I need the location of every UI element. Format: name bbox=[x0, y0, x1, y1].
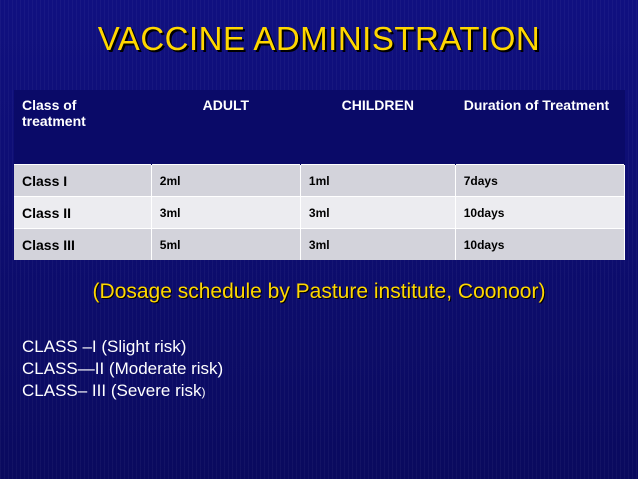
row-adult-dose: 2ml bbox=[151, 165, 300, 197]
header-adult: ADULT bbox=[151, 90, 300, 165]
row-class: Class I bbox=[14, 165, 151, 197]
row-adult-dose: 3ml bbox=[151, 197, 300, 229]
row-children-dose: 1ml bbox=[300, 165, 455, 197]
vaccine-table bbox=[14, 90, 625, 260]
header-children: CHILDREN bbox=[300, 90, 455, 165]
row-duration: 10days bbox=[455, 197, 624, 229]
class-2-line: CLASS—II (Moderate risk) bbox=[22, 359, 224, 378]
class-1-line: CLASS –I (Slight risk) bbox=[22, 337, 187, 356]
row-adult-dose: 5ml bbox=[151, 229, 300, 261]
row-children-dose: 3ml bbox=[300, 229, 455, 261]
class-3-text: CLASS– III (Severe risk bbox=[22, 381, 202, 400]
table-header-row bbox=[14, 90, 625, 165]
dosage-source-note: (Dosage schedule by Pasture institute, Coonoor) bbox=[92, 280, 546, 303]
risk-class-list bbox=[22, 336, 223, 403]
class-3-line bbox=[22, 380, 223, 403]
slide-title: VACCINE ADMINISTRATION bbox=[97, 20, 541, 57]
header-duration: Duration of Treatment bbox=[455, 90, 624, 165]
row-duration: 7days bbox=[455, 165, 624, 197]
table-row bbox=[14, 229, 625, 261]
row-class: Class III bbox=[14, 229, 151, 261]
table-row bbox=[14, 197, 625, 229]
class-3-close: ) bbox=[201, 385, 206, 399]
header-class-of-treatment: Class of treatment bbox=[14, 90, 151, 165]
table-row bbox=[14, 165, 625, 197]
row-duration: 10days bbox=[455, 229, 624, 261]
row-class: Class II bbox=[14, 197, 151, 229]
row-children-dose: 3ml bbox=[300, 197, 455, 229]
